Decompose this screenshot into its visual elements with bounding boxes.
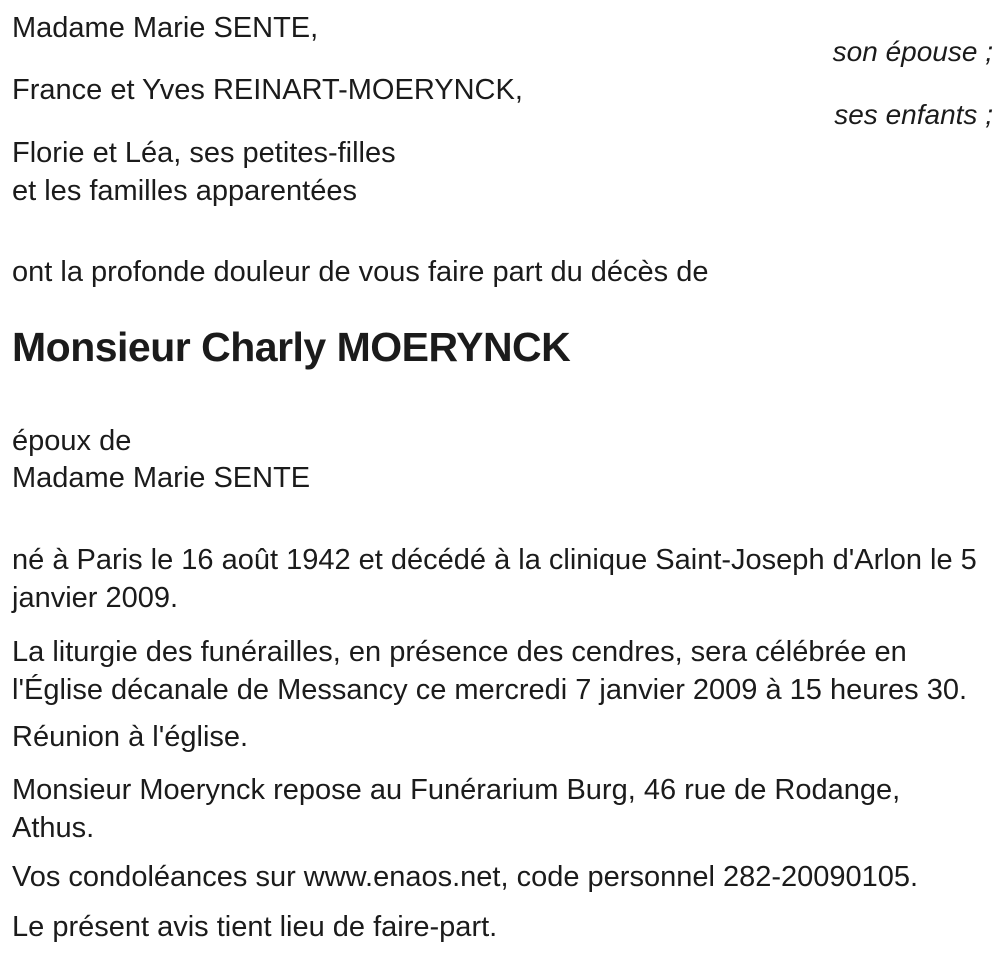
spouse-name: Madame Marie SENTE: [12, 462, 311, 494]
announcement-text: ont la profonde douleur de vous faire part du décès de: [12, 256, 709, 288]
birth-death-line-1: né à Paris le 16 août 1942 et décédé à la clinique Saint-Joseph d'Arlon le 5: [12, 544, 977, 576]
relative-relation-2: ses enfants ;: [834, 99, 993, 130]
condolences-text: Vos condoléances sur www.enaos.net, code personnel 282-20090105.: [12, 861, 919, 893]
deceased-name: Monsieur Charly MOERYNCK: [12, 324, 571, 370]
relative-name-2: France et Yves REINART-MOERYNCK,: [12, 74, 523, 106]
birth-death-line-2: janvier 2009.: [12, 582, 179, 614]
repose-line-2: Athus.: [12, 812, 95, 844]
relative-relation-1: son épouse ;: [832, 36, 993, 67]
spouse-intro: époux de: [12, 425, 132, 457]
meeting-text: Réunion à l'église.: [12, 721, 249, 753]
ceremony-line-2: l'Église décanale de Messancy ce mercredi 7 janvier 2009 à 15 heures 30.: [12, 674, 968, 706]
ceremony-line-1: La liturgie des funérailles, en présence des cendres, sera célébrée en: [12, 636, 907, 668]
repose-line-1: Monsieur Moerynck repose au Funérarium Burg, 46 rue de Rodange,: [12, 774, 901, 806]
relative-name-1: Madame Marie SENTE,: [12, 12, 319, 44]
closing-text: Le présent avis tient lieu de faire-part.: [12, 911, 498, 943]
relative-name-4: et les familles apparentées: [12, 175, 357, 207]
relative-name-3: Florie et Léa, ses petites-filles: [12, 137, 396, 169]
